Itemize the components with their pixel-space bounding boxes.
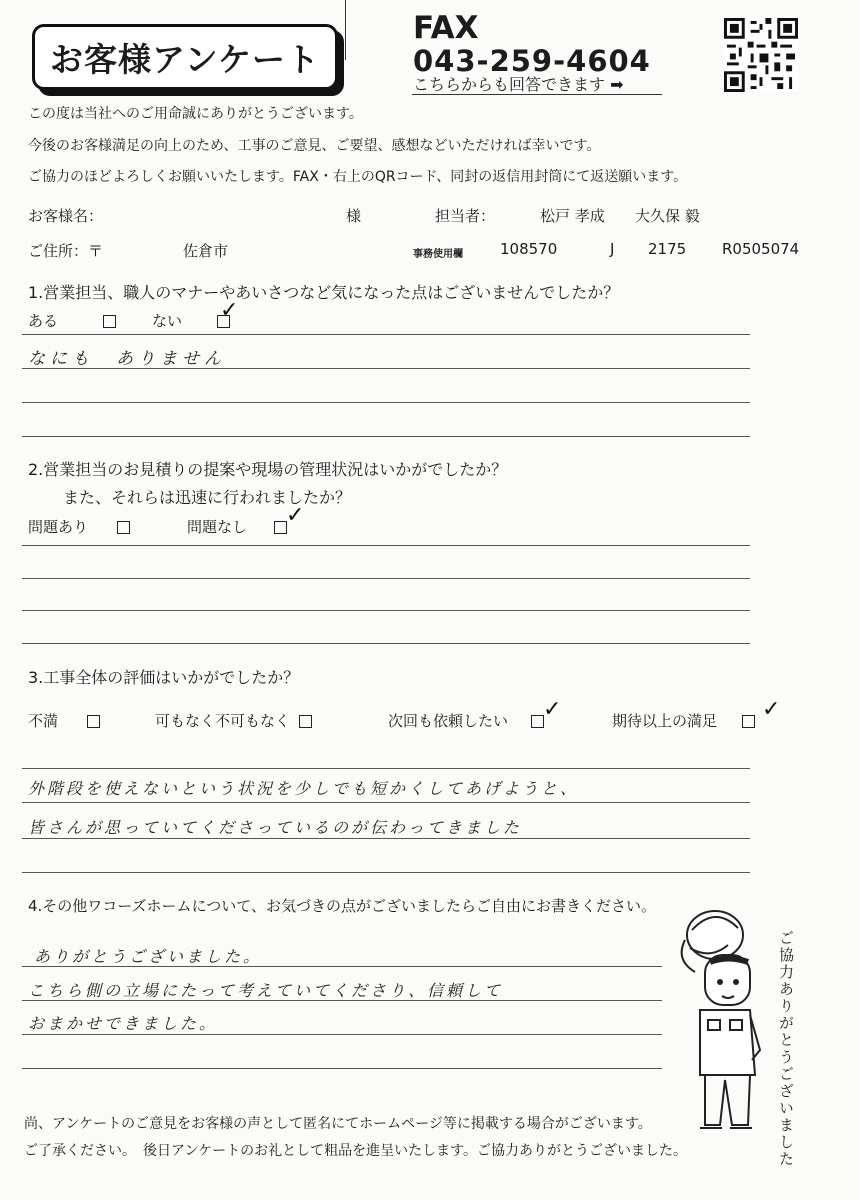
office-code-3: R0505074 (722, 240, 800, 258)
q1-yes-checkbox[interactable] (103, 315, 116, 328)
question-2-sub: また、それらは迅速に行われましたか？ (63, 488, 352, 507)
intro-line-2: 今後のお客様満足の向上のため、工事のご意見、ご要望、感想などいただければ幸いです。 (28, 138, 601, 154)
office-code-1: 108570 (500, 240, 558, 258)
q3-option-3-label: 次回も依頼したい (388, 712, 509, 730)
office-code-mark: J (610, 240, 615, 258)
office-use-label: 事務使用欄 (413, 249, 463, 260)
answer-line (22, 436, 750, 437)
q3-option-2-checkbox[interactable] (299, 715, 312, 728)
answer-line (22, 1000, 662, 1001)
q3-option-2-label: 可もなく不可もなく (155, 712, 291, 730)
q1-option-no[interactable] (152, 310, 230, 331)
staff-label: 担当者： (435, 207, 496, 225)
answer-line (22, 643, 750, 644)
fax-note: こちらからも回答できます ➡ (413, 75, 624, 94)
answer-line (22, 1034, 662, 1035)
answer-line (22, 578, 750, 579)
answer-line (22, 1068, 662, 1069)
q2-none-checkbox[interactable] (274, 521, 287, 534)
q1-option-no-label: ない (152, 312, 183, 330)
fax-note-underline (412, 94, 662, 95)
q1-option-yes-label: ある (28, 312, 59, 330)
q2-option-none-label: 問題なし (187, 518, 248, 536)
q4-answer-line-3: おまかせできました。 (28, 1014, 219, 1033)
q3-option-1-checkbox[interactable] (87, 715, 100, 728)
answer-line (22, 872, 750, 873)
office-code-2: 2175 (648, 240, 687, 258)
qr-code-icon[interactable] (724, 18, 798, 92)
answer-line (22, 966, 662, 967)
question-1: 1.営業担当、職人のマナーやあいさつなど気になった点はございませんでしたか？ (28, 283, 620, 302)
q1-check-mark: ✓ (220, 298, 239, 323)
footer-line-1: 尚、アンケートのご意見をお客様の声として匿名にてホームページ等に掲載する場合がございます。 (24, 1116, 652, 1132)
answer-line (22, 402, 750, 403)
q3-answer-line-1: 外階段を使えないという状況を少しでも短かくしてあげようと、 (28, 779, 580, 798)
fax-number: 043-259-4604 (413, 44, 651, 78)
q2-option-problem-label: 問題あり (28, 518, 89, 536)
question-4: 4.その他ワコーズホームについて、お気づきの点がございましたらご自由にお書きください。 (28, 897, 656, 915)
q3-option-1-label: 不満 (28, 712, 59, 730)
q1-option-yes[interactable] (28, 310, 116, 331)
side-thanks-note: ご協力ありがとうございました (777, 930, 795, 1168)
worker-bowing-icon (670, 900, 770, 1140)
q3-option-4-checkbox[interactable] (742, 715, 755, 728)
q3-option-4-label: 期待以上の満足 (612, 712, 718, 730)
page-title: お客様アンケート (32, 24, 338, 90)
q3-option-3-check-mark: ✓ (543, 697, 562, 722)
q3-option-3-checkbox[interactable] (531, 715, 544, 728)
customer-name-label: お客様名： (28, 207, 104, 225)
question-3: 3.工事全体の評価はいかがでしたか？ (28, 668, 300, 687)
answer-line (22, 838, 750, 839)
q3-option-4[interactable] (612, 710, 755, 731)
answer-line (22, 610, 750, 611)
q3-option-4-check-mark: ✓ (762, 697, 781, 722)
q2-option-none[interactable] (187, 516, 287, 537)
q2-option-problem[interactable] (28, 516, 130, 537)
q2-problem-checkbox[interactable] (117, 521, 130, 534)
answer-line (22, 768, 750, 769)
address-label: ご住所：〒 (28, 242, 104, 260)
intro-line-3: ご協力のほどよろしくお願いいたします。FAX・右上のQRコード、同封の返信用封筒にて返送願います。 (28, 169, 688, 185)
staff-name-2: 大久保 毅 (635, 207, 700, 225)
q2-check-mark: ✓ (286, 503, 305, 528)
question-2: 2.営業担当のお見積りの提案や現場の管理状況はいかがでしたか？ (28, 460, 508, 479)
footer-line-2: ご了承ください。 後日アンケートのお礼として粗品を進呈いたします。ご協力ありがとうございました。 (24, 1143, 688, 1159)
fax-label: FAX (413, 10, 479, 46)
answer-line (22, 802, 750, 803)
q3-option-2[interactable] (155, 710, 312, 731)
answer-line (22, 368, 750, 369)
q3-answer-line-2: 皆さんが思っていてくださっているのが伝わってきました (28, 818, 522, 837)
answer-line (22, 334, 750, 335)
q3-option-1[interactable] (28, 710, 100, 731)
divider-line (345, 0, 346, 60)
q4-answer-line-2: こちら側の立場にたって考えていてくださり、信頼して (28, 981, 504, 1000)
customer-name-suffix: 様 (346, 207, 362, 225)
q4-answer-line-1: ありがとうございました。 (34, 947, 263, 966)
q1-answer: なにも ありません (28, 349, 226, 369)
answer-line (22, 545, 750, 546)
intro-line-1: この度は当社へのご用命誠にありがとうございます。 (28, 106, 363, 122)
address-city: 佐倉市 (183, 242, 229, 260)
staff-name-1: 松戸 孝成 (540, 207, 605, 225)
q3-option-3[interactable] (388, 710, 544, 731)
